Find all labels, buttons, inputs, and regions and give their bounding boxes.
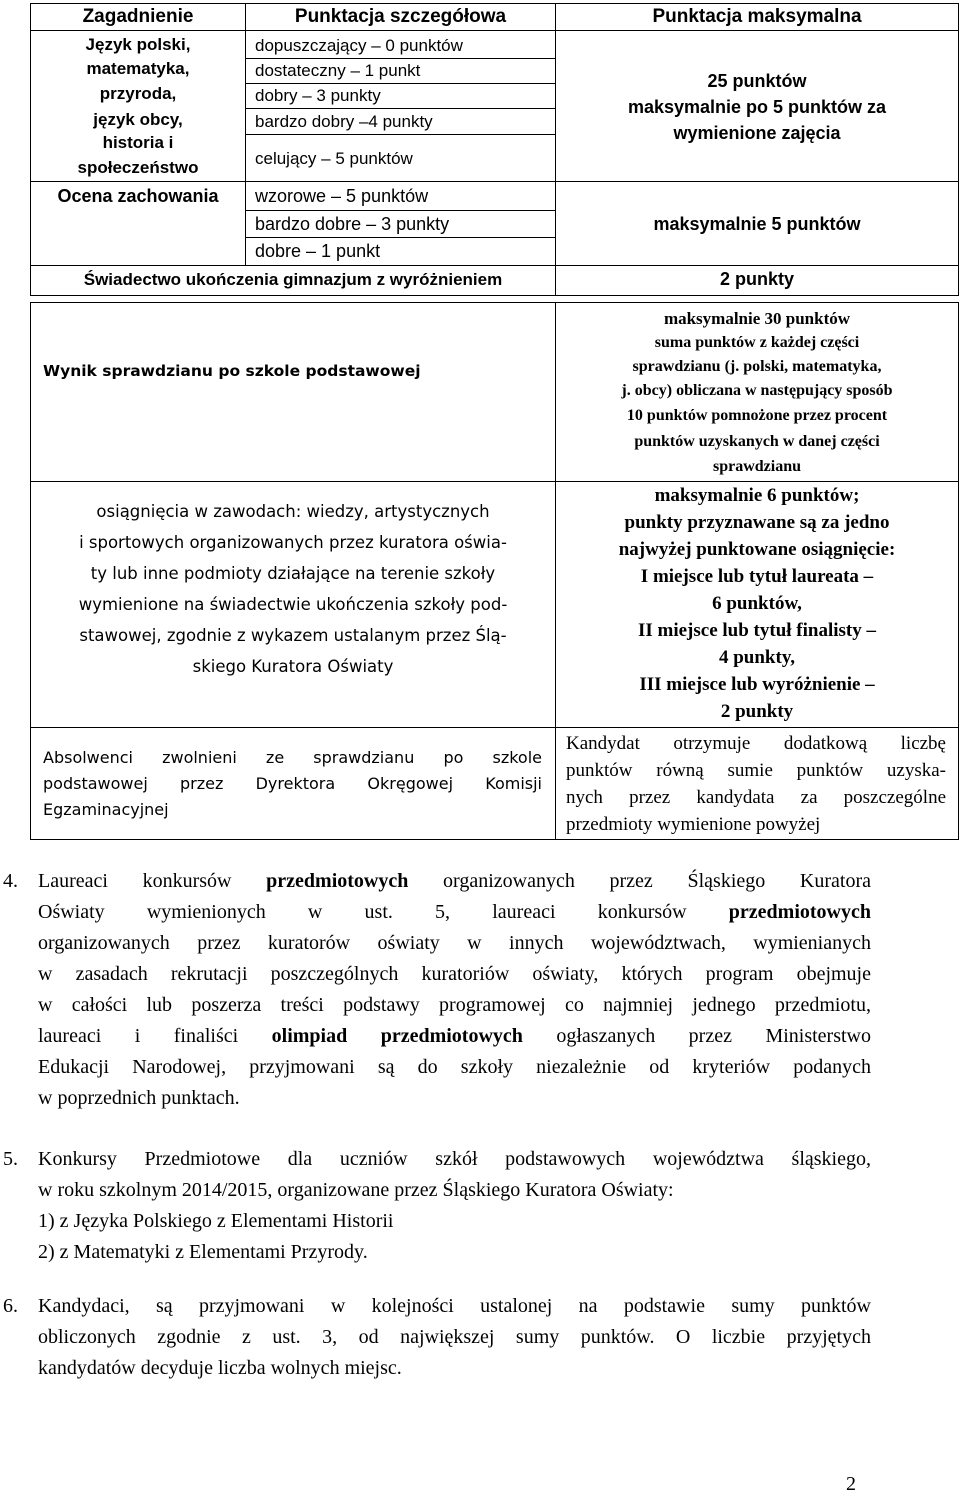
table-top-border: [30, 3, 958, 4]
behavior-row-line: [245, 210, 555, 211]
behavior-label: Ocena zachowania: [57, 186, 219, 206]
grade-1: dostateczny – 1 punkt: [255, 61, 421, 80]
grade-3: bardzo dobry –4 punkty: [255, 112, 433, 131]
contests-max-line: najwyżej punktowane osiągnięcie:: [618, 539, 896, 560]
grade-4: celujący – 5 punktów: [255, 149, 413, 168]
section-6-line: obliczonych zgodnie z ust. 3, od największej sumy punktów. O liczbie przyjętych: [38, 1326, 871, 1348]
grade-0: dopuszczający – 0 punktów: [255, 36, 463, 55]
exam-label: Wynik sprawdzianu po szkole podstawowej: [43, 362, 421, 380]
section-5-paragraph: [38, 1144, 871, 1268]
section-5-line: 2) z Matematyki z Elementami Przyrody.: [38, 1241, 368, 1263]
exempt-max-cell: [566, 730, 946, 838]
exempt-max-line: punktów równą sumie punktów uzyska-: [566, 760, 946, 781]
subjects-cell: [31, 33, 245, 181]
grade-2: dobry – 3 punkty: [255, 86, 381, 105]
contests-label-line: wymienione na świadectwie ukończenia szkoły pod-: [78, 595, 508, 614]
exam-max-line: punktów uzyskanych w danej części: [634, 433, 880, 450]
exempt-max-line: Kandydat otrzymuje dodatkową liczbę: [566, 733, 946, 754]
contests-label-cell: [31, 496, 555, 682]
section-4-line: organizowanych przez kuratorów oświaty w innych województwach, wymienianych: [38, 932, 871, 954]
contests-max-line: 6 punktów,: [712, 593, 802, 614]
section-6-paragraph: [38, 1291, 871, 1384]
table-bottom-border: [30, 295, 958, 296]
contests-max-cell: [556, 482, 958, 725]
contests-label-line: skiego Kuratora Oświaty: [192, 657, 394, 676]
section-4-line: Edukacji Narodowej, przyjmowani są do szkoły niezależnie od kryteriów podanych: [38, 1056, 871, 1078]
table2-bottom-border: [30, 839, 958, 840]
table-right-border: [958, 3, 959, 296]
contests-max-line: I miejsce lub tytuł laureata –: [640, 566, 874, 587]
section-6-line: kandydatów decyduje liczba wolnych miejsc.: [38, 1357, 402, 1379]
section-4-line: w poprzednich punktach.: [38, 1087, 240, 1109]
contests-bottom-line: [30, 727, 958, 728]
exam-max-cell: [556, 306, 958, 479]
section-5-number: 5.: [3, 1148, 18, 1170]
subject: przyroda,: [99, 84, 177, 103]
behavior-grade-1: bardzo dobre – 3 punkty: [255, 214, 450, 234]
contests-label-line: osiągnięcia w zawodach: wiedzy, artystycznych: [96, 502, 490, 521]
exam-max-line: suma punktów z każdej części: [654, 334, 860, 351]
section-5-line: 1) z Języka Polskiego z Elementami Historii: [38, 1210, 394, 1232]
header-punktacja-szczegolowa: Punktacja szczegółowa: [294, 6, 507, 27]
grade-row-line: [245, 134, 555, 135]
exam-max-line: 10 punktów pomnożone przez procent: [626, 407, 888, 424]
subject: język obcy,: [93, 110, 183, 129]
behavior-grade-2: dobre – 1 punkt: [255, 241, 381, 261]
subject: Język polski,: [85, 35, 191, 54]
section-5-line: Konkursy Przedmiotowe dla uczniów szkół podstawowych województwa śląskiego,: [38, 1148, 871, 1170]
contests-label-line: ty lub inne podmioty działające na terenie szkoły: [90, 564, 496, 583]
exam-max-line: sprawdzianu: [712, 458, 802, 475]
section-5-line: w roku szkolnym 2014/2015, organizowane przez Śląskiego Kuratora Oświaty:: [38, 1179, 674, 1201]
section-4-line: Laureaci konkursów przedmiotowych organizowanych przez Śląskiego Kuratora: [38, 870, 871, 892]
section-6-line: Kandydaci, są przyjmowani w kolejności ustalonej na podstawie sumy punktów: [38, 1295, 871, 1317]
exam-max-line: maksymalnie 30 punktów: [663, 309, 851, 328]
grades-max-line: wymienione zajęcia: [673, 123, 841, 143]
header-zagadnienie: Zagadnienie: [82, 6, 194, 27]
exempt-max-line: nych przez kandydata za poszczególne: [566, 787, 946, 808]
section-4-line: w zasadach rekrutacji poszczególnych kuratoriów oświaty, których program obejmuje: [38, 963, 871, 985]
table2-right-border: [958, 302, 959, 840]
exempt-label-line: podstawowej przez Dyrektora Okręgowej Komisji: [43, 774, 542, 793]
section-4-number: 4.: [3, 870, 18, 892]
header-punktacja-maksymalna: Punktacja maksymalna: [652, 6, 862, 27]
grades-max-line: 25 punktów: [707, 71, 807, 91]
subject: historia i: [102, 133, 174, 152]
behavior-grade-0: wzorowe – 5 punktów: [255, 186, 429, 206]
contests-max-line: III miejsce lub wyróżnienie –: [639, 674, 875, 695]
certificate-label: Świadectwo ukończenia gimnazjum z wyróżnieniem: [83, 270, 503, 289]
contests-max-line: maksymalnie 6 punktów;: [654, 485, 860, 506]
contests-max-line: 4 punkty,: [718, 647, 796, 668]
table-header-bottom: [30, 30, 958, 31]
section-4-line: w całości lub poszerza treści podstawy programowej co najmniej jednego przedmiotu,: [38, 994, 871, 1016]
grades-max-line: maksymalnie po 5 punktów za: [627, 97, 887, 117]
contests-label-line: i sportowych organizowanych przez kuratora oświa-: [79, 533, 507, 552]
contests-max-line: II miejsce lub tytuł finalisty –: [637, 620, 877, 641]
section-4-line: laureaci i finaliści olimpiad przedmiotowych ogłaszanych przez Ministerstwo: [38, 1025, 871, 1047]
contests-max-line: punkty przyznawane są za jedno: [624, 512, 890, 533]
exempt-label-line: Egzaminacyjnej: [43, 800, 169, 819]
subjects-bottom-line: [30, 181, 958, 182]
behavior-row-line: [245, 237, 555, 238]
section-6-number: 6.: [3, 1295, 18, 1317]
grades-max-cell: [556, 68, 958, 146]
contests-label-line: stawowej, zgodnie z wykazem ustalanym przez Ślą-: [79, 626, 507, 645]
table2-top-border: [30, 302, 958, 303]
exempt-label-cell: [43, 745, 542, 823]
behavior-max: maksymalnie 5 punktów: [653, 214, 861, 234]
subject: społeczeństwo: [77, 158, 199, 177]
contests-max-line: 2 punkty: [720, 701, 794, 722]
page-number: 2: [846, 1473, 856, 1495]
table-col2-divider: [555, 3, 556, 296]
exam-max-line: j. obcy) obliczana w następujący sposób: [621, 382, 893, 399]
exam-max-line: sprawdzianu (j. polski, matematyka,: [632, 358, 882, 375]
exempt-max-line: przedmioty wymienione powyżej: [566, 814, 821, 835]
certificate-max: 2 punkty: [719, 269, 794, 289]
section-4-line: Oświaty wymienionych w ust. 5, laureaci konkursów przedmiotowych: [38, 901, 871, 923]
exempt-label-line: Absolwenci zwolnieni ze sprawdzianu po szkole: [43, 748, 542, 767]
section-4-paragraph: [38, 866, 871, 1114]
subject: matematyka,: [86, 59, 190, 78]
